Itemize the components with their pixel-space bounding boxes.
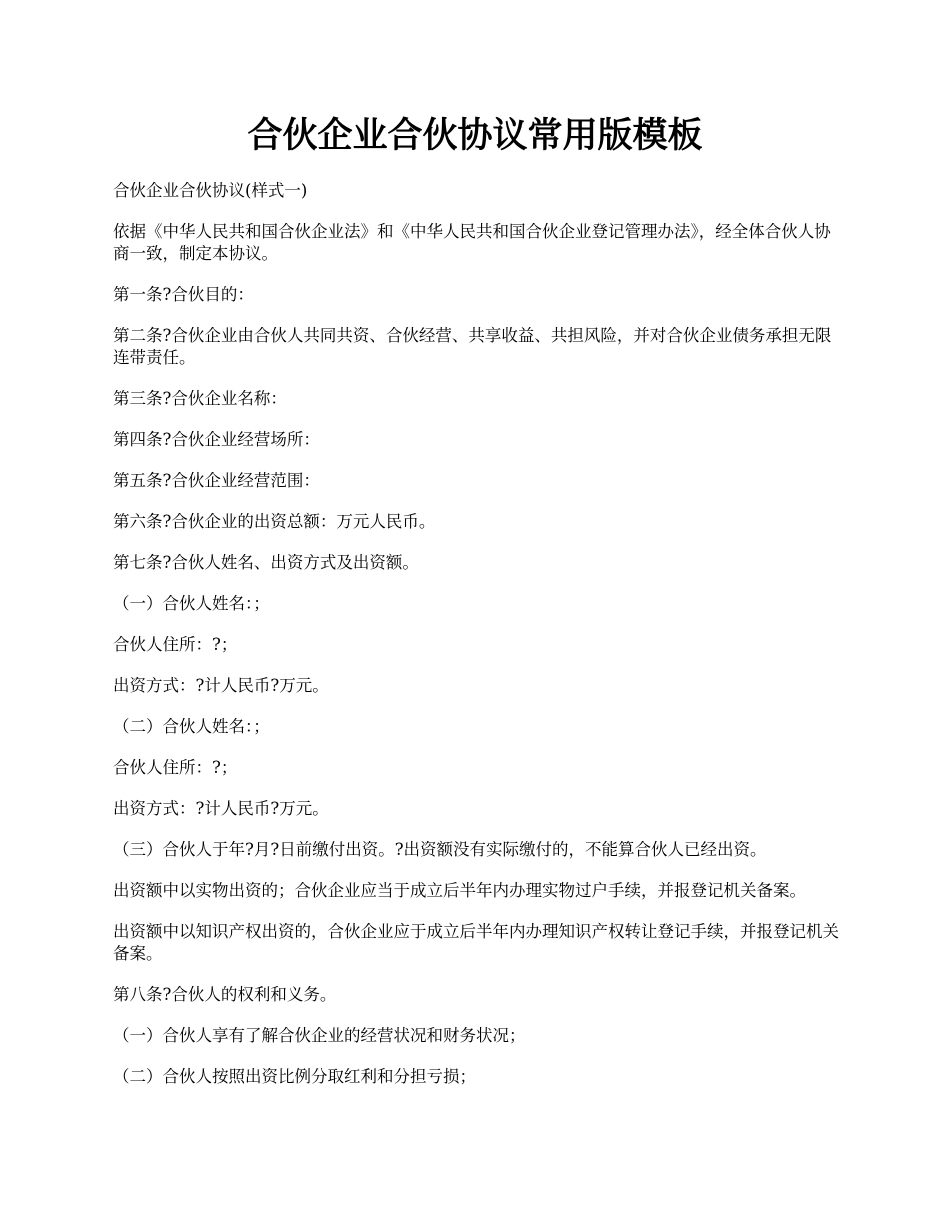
article-5: 第五条?合伙企业经营范围：	[113, 471, 320, 490]
article-2: 第二条?合伙企业由合伙人共同共资、合伙经营、共享收益、共担风险，并对合伙企业债务承担无限连带责任。	[113, 326, 832, 367]
document-title: 合伙企业合伙协议常用版模板	[247, 115, 703, 156]
partner-1-contribution: 出资方式：?计人民币?万元。	[113, 676, 329, 695]
article-6: 第六条?合伙企业的出资总额：万元人民币。	[113, 512, 436, 531]
paragraph-style-note: 合伙企业合伙协议(样式一)	[113, 181, 308, 200]
partner-2-name: （二）合伙人姓名：；	[113, 717, 270, 736]
article-4: 第四条?合伙企业经营场所：	[113, 430, 320, 449]
article-8: 第八条?合伙人的权利和义务。	[113, 985, 337, 1004]
article-8-item-2: （二）合伙人按照出资比例分取红利和分担亏损；	[113, 1067, 476, 1086]
article-7: 第七条?合伙人姓名、出资方式及出资额。	[113, 553, 419, 572]
partner-1-name: （一）合伙人姓名：；	[113, 594, 270, 613]
article-1: 第一条?合伙目的：	[113, 285, 254, 304]
article-3: 第三条?合伙企业名称：	[113, 389, 287, 408]
partner-1-address: 合伙人住所：?；	[113, 635, 238, 654]
article-7-item-3: （三）合伙人于年?月?日前缴付出资。?出资额没有实际缴付的，不能算合伙人已经出资。	[113, 840, 767, 859]
paragraph-preamble: 依据《中华人民共和国合伙企业法》和《中华人民共和国合伙企业登记管理办法》，经全体合伙人协商一致，制定本协议。	[113, 222, 831, 263]
partner-2-address: 合伙人住所：?；	[113, 758, 238, 777]
partner-2-contribution: 出资方式：?计人民币?万元。	[113, 799, 329, 818]
article-7-in-kind-contribution: 出资额中以实物出资的；合伙企业应当于成立后半年内办理实物过户手续，并报登记机关备案。	[113, 881, 806, 900]
article-7-ip-contribution: 出资额中以知识产权出资的，合伙企业应于成立后半年内办理知识产权转让登记手续，并报登记机关备案。	[113, 922, 839, 963]
document-body	[113, 180, 839, 1107]
article-8-item-1: （一）合伙人享有了解合伙企业的经营状况和财务状况；	[113, 1026, 526, 1045]
